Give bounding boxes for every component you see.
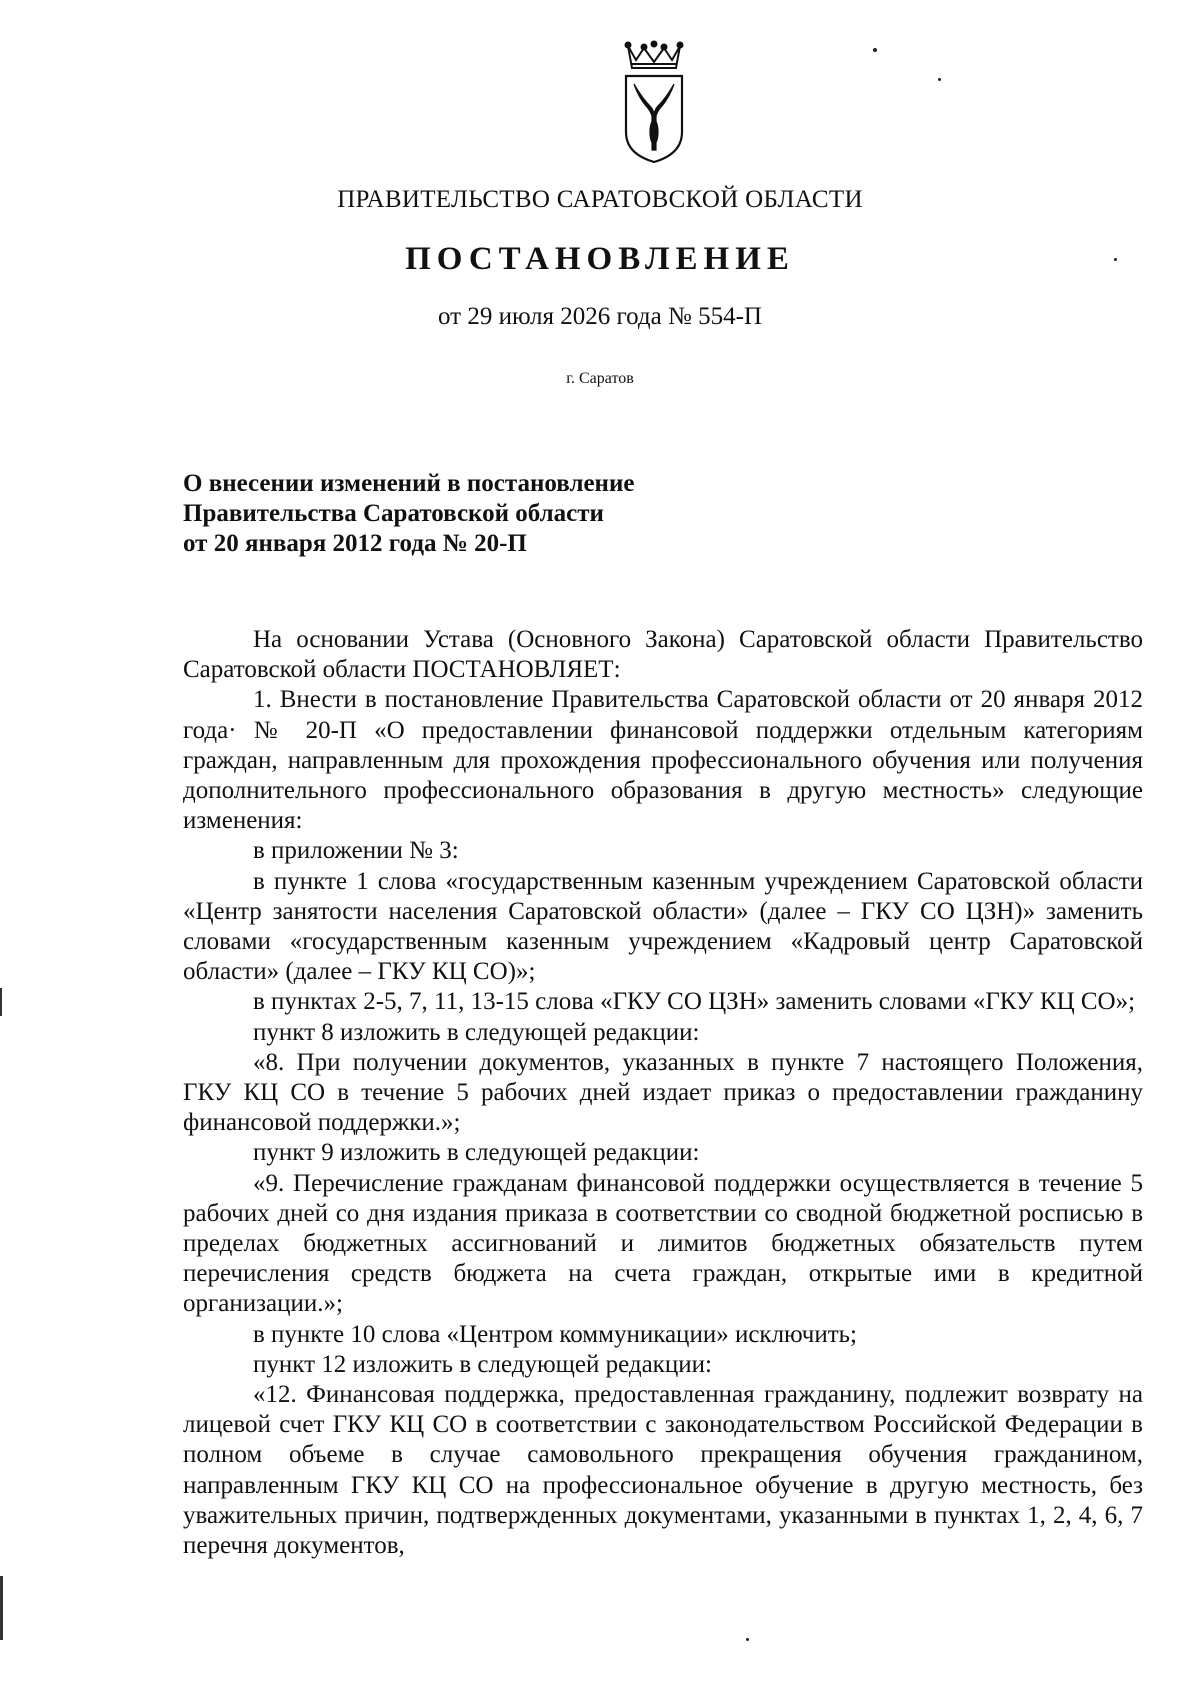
scan-speck bbox=[746, 1638, 749, 1641]
body-paragraph: «8. При получении документов, указанных в пункте 7 настоящего Положения, ГКУ КЦ СО в течение 5 рабочих дней издает приказ о предоставлении гражданину финансовой поддержки.»; bbox=[183, 1048, 1143, 1137]
body-paragraph: «9. Перечисление гражданам финансовой поддержки осуществляется в течение 5 рабочих дней со дня издания приказа в соответствии со сводной бюджетной росписью в пределах бюджетных ассигнований и лимитов бюджетных обязательств путем перечисления средств бюджета на счета граждан, открытые ими в кредитной организации.»; bbox=[183, 1169, 1143, 1318]
organization-title: ПРАВИТЕЛЬСТВО САРАТОВСКОЙ ОБЛАСТИ bbox=[337, 186, 863, 213]
subject-line: от 20 января 2012 года № 20-П bbox=[183, 530, 527, 557]
subject-line: О внесении изменений в постановление bbox=[183, 470, 635, 497]
document-date-number: от 29 июля 2026 года № 554-П bbox=[438, 303, 762, 330]
document-body bbox=[183, 625, 1143, 1561]
body-paragraph: пункт 12 изложить в следующей редакции: bbox=[253, 1350, 712, 1378]
body-paragraph: На основании Устава (Основного Закона) Саратовской области Правительство Саратовской области ПОСТАНОВЛЯЕТ: bbox=[183, 626, 1143, 684]
coat-of-arms-icon bbox=[620, 40, 688, 164]
document-type: ПОСТАНОВЛЕНИЕ bbox=[405, 241, 795, 277]
body-paragraph: в пункте 1 слова «государственным казенным учреждением Саратовской области «Центр занятости населения Саратовской области» (далее – ГКУ СО ЦЗН)» заменить словами «государственным казенным учреждением «Кадровый центр Саратовской области» (далее – ГКУ КЦ СО)»; bbox=[183, 867, 1143, 986]
subject-line: Правительства Саратовской области bbox=[183, 500, 604, 527]
scan-edge-mark bbox=[0, 1576, 3, 1640]
scan-speck bbox=[1114, 258, 1117, 261]
document-subject bbox=[183, 469, 883, 559]
body-paragraph: 1. Внести в постановление Правительства Саратовской области от 20 января 2012 года· № 20-П «О предоставлении финансовой поддержки отдельным категориям граждан, направленным для прохождения профессионального обучения или получения дополнительного профессионального образования в другую местность» следующие изменения: bbox=[183, 686, 1143, 835]
body-paragraph: в приложении № 3: bbox=[253, 837, 459, 865]
scan-edge-mark bbox=[0, 988, 2, 1016]
scan-speck bbox=[873, 48, 877, 52]
body-paragraph: «12. Финансовая поддержка, предоставленная гражданину, подлежит возврату на лицевой счет ГКУ КЦ СО в соответствии с законодательством Российской Федерации в полном объеме в случае самовольного прекращения обучения гражданином, направленным ГКУ КЦ СО на профессиональное обучение в другую местность, без уважительных причин, подтвержденных документами, указанными в пунктах 1, 2, 4, 6, 7 перечня документов, bbox=[183, 1381, 1143, 1560]
document-city: г. Саратов bbox=[566, 370, 634, 387]
scan-speck bbox=[938, 78, 941, 81]
body-paragraph: пункт 9 изложить в следующей редакции: bbox=[253, 1139, 700, 1167]
body-paragraph: в пункте 10 слова «Центром коммуникации» исключить; bbox=[253, 1320, 857, 1348]
body-paragraph: в пунктах 2-5, 7, 11, 13-15 слова «ГКУ СО ЦЗН» заменить словами «ГКУ КЦ СО»; bbox=[253, 988, 1136, 1016]
body-paragraph: пункт 8 изложить в следующей редакции: bbox=[253, 1018, 700, 1046]
